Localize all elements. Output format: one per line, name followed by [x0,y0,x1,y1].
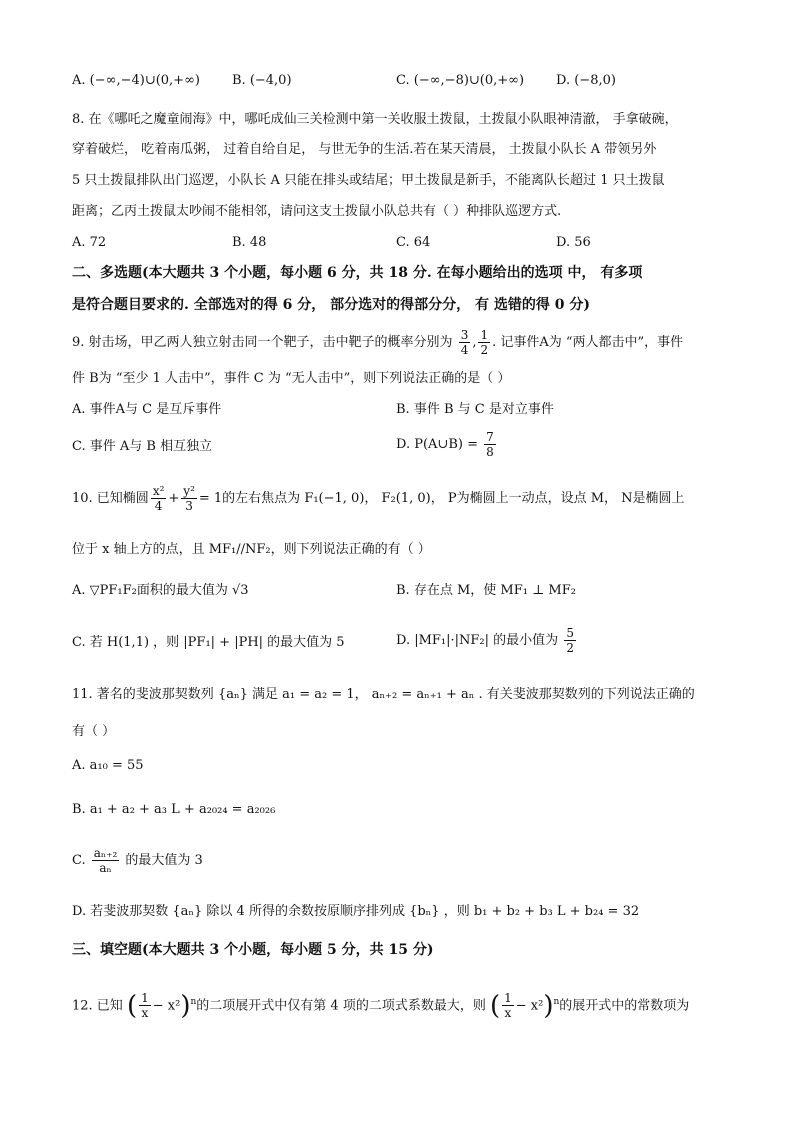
q9-line-1: 9. 射击场，甲乙两人独立射击同一个靶子，击中靶子的概率分别为 $\frac{3}{4}$ , $\frac{1}{2}$ . 记事件A为 “两人都击中”，事件 [72,328,684,357]
q10-option-d: D. |MF₁|·|NF₂| 的最小值为 $\frac{5}{2}$ [396,626,574,655]
q9-option-d: D. P(A∪B) = $\frac{7}{8}$ [396,430,494,459]
section-2-heading-line-1: 二、多选题(本大题共 3 个小题，每小题 6 分，共 18 分. 在每小题给出的选项 中， 有多项 [72,265,643,281]
q11-option-c: C. $\frac{\text{aₙ₊₂}}{\text{aₙ}}$ 的最大值为 3 [72,846,203,875]
q9-stem-prefix: 9. 射击场，甲乙两人独立射击同一个靶子，击中靶子的概率分别为 [72,335,453,350]
q11-line-2: 有（ ） [72,724,116,739]
q9-fraction-three-quarters: $\frac{3}{4}$ [460,328,469,357]
q8-line-4: 距离；乙丙土拨鼠太吵闹不能相邻，请问这支土拨鼠小队总共有（ ）种排队巡逻方式. [72,204,562,219]
q8-line-1: 8. 在《哪吒之魔童闹海》中，哪吒成仙三关检测中第一关收服土拨鼠，土拨鼠小队眼神清澈， 手拿破碗， [72,112,678,127]
q12-fraction-1-over-x-b: $\frac{1}{x}$ [504,991,512,1021]
section-3-heading: 三、填空题(本大题共 3 个小题，每小题 5 分，共 15 分) [72,942,434,958]
q12-fraction-1-over-x-a: $\frac{1}{x}$ [141,991,149,1021]
q10-fraction-x2-over-4: $\frac{\text{x²}}{4}$ [152,484,165,513]
q8-option-a: A. 72 [72,235,107,250]
q7-option-d: D. (−8,0) [556,73,616,88]
q11-option-a: A. a₁₀ = 55 [72,758,144,773]
q8-option-c: C. 64 [396,235,431,250]
q9-line-2: 件 B为 “至少 1 人击中”，事件 C 为 “无人击中”，则下列说法正确的是（ ） [72,371,511,386]
q10-option-c: C. 若 H(1,1) ，则 |PF₁| + |PH| 的最大值为 5 [72,635,345,650]
q9-fraction-one-half: $\frac{1}{2}$ [480,328,489,357]
q10-line-2: 位于 x 轴上方的点，且 MF₁//NF₂，则下列说法正确的有（ ） [72,542,431,557]
q11-line-1: 11. 著名的斐波那契数列 {aₙ} 满足 a₁ = a₂ = 1， aₙ₊₂ = aₙ₊₁ + aₙ . 有关斐波那契数列的下列说法正确的 [72,687,695,702]
q10-fraction-y2-over-3: $\frac{\text{y²}}{3}$ [183,484,195,513]
q8-option-b: B. 48 [232,235,267,250]
q11-option-c-fraction: $\frac{\text{aₙ₊₂}}{\text{aₙ}}$ [93,846,118,875]
q9-stem-suffix: . 记事件A为 “两人都击中”，事件 [492,335,684,350]
q8-option-d: D. 56 [556,235,591,250]
q11-option-b: B. a₁ + a₂ + a₃ L + a₂₀₂₄ = a₂₀₂₆ [72,802,276,817]
section-2-heading-line-2: 是符合题目要求的. 全部选对的得 6 分， 部分选对的得部分分， 有 选错的得 0 分) [72,297,590,313]
q10-option-d-fraction: $\frac{5}{2}$ [566,626,574,655]
q7-option-b: B. (−4,0) [232,73,292,88]
q10-line-1: 10. 已知椭圆 $\frac{\text{x²}}{4}$ + $\frac{\text{y²}}{3}$ = 1的左右焦点为 F₁(−1, 0)， F₂(1, 0)， P为椭圆上一动点，设点 M， N是椭圆上 [72,484,685,513]
q10-option-b: B. 存在点 M，使 MF₁ ⊥ MF₂ [396,583,576,598]
q9-option-a: A. 事件A与 C 是互斥事件 [72,402,222,417]
q9-option-b: B. 事件 B 与 C 是对立事件 [396,402,554,417]
q9-option-d-fraction: $\frac{7}{8}$ [486,430,494,459]
q8-line-3: 5 只土拨鼠排队出门巡逻，小队长 A 只能在排头或结尾；甲土拨鼠是新手，不能离队长超过 1 只土拨鼠 [72,173,665,188]
q11-option-d: D. 若斐波那契数 {aₙ} 除以 4 所得的余数按原顺序排列成 {bₙ} ，则 b₁ + b₂ + b₃ L + b₂₄ = 32 [72,904,640,919]
q7-option-a: A. (−∞,−4)∪(0,+∞) [72,73,200,88]
q9-option-c: C. 事件 A与 B 相互独立 [72,439,213,454]
q10-option-a: A. ▽PF₁F₂面积的最大值为 √3 [72,583,249,598]
q8-line-2: 穿着破烂， 吃着南瓜粥， 过着自给自足， 与世无争的生活.若在某天清晨， 土拨鼠小队长 A 带领另外 [72,142,657,157]
q12-line-1: 12. 已知 ( $\frac{1}{x}$ − x²)$^n$的二项展开式中仅有第 4 项的二项式系数最大，则 ( $\frac{1}{x}$ − x²)$^n$的展开式中的常数项为 [72,990,690,1021]
q7-option-c: C. (−∞,−8)∪(0,+∞) [396,73,525,88]
